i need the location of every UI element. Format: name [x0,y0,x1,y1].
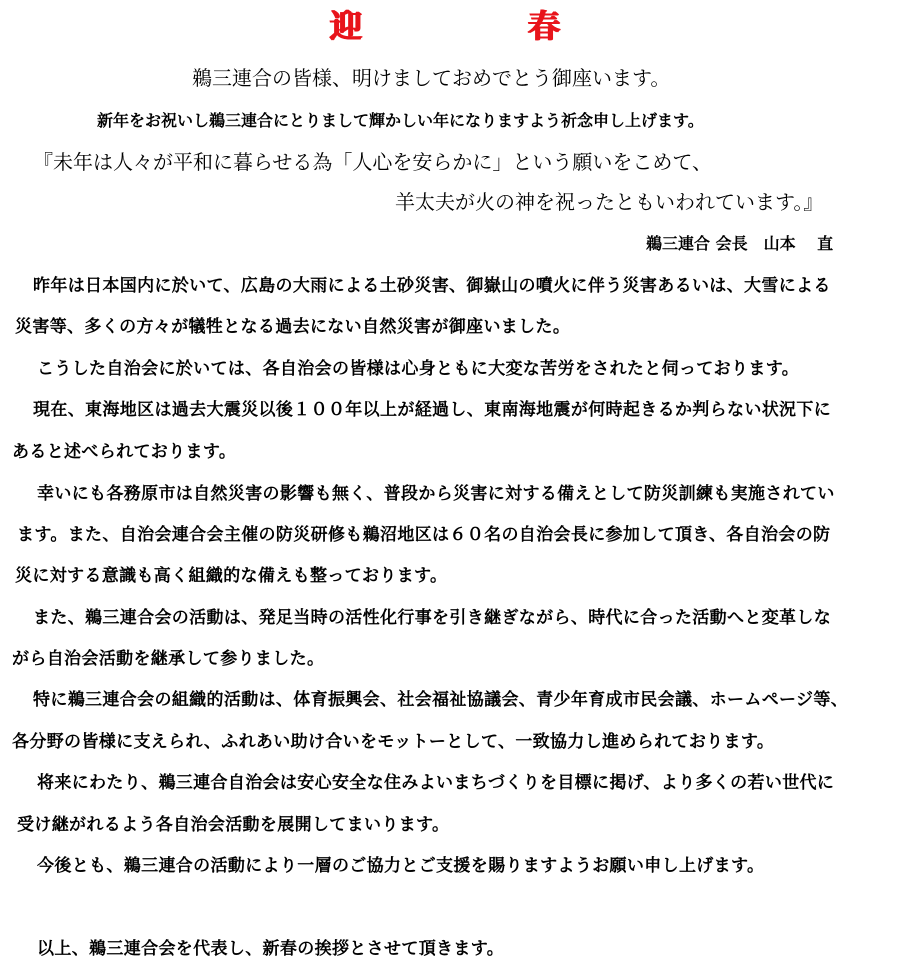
body-line: 災に対する意識も高く組織的な備えも整っております。 [15,566,448,586]
quote-line-2: 羊太夫が火の神を祝ったともいわれています。』 [395,190,824,214]
title-char-2: 春 [528,7,561,45]
signature: 鵜三連合 会長 山本 直 [646,234,834,253]
body-line: 災害等、多くの方々が犠牲となる過去にない自然災害が御座いました。 [15,317,571,337]
body-line: 各分野の皆様に支えられ、ふれあい助け合いをモットーとして、一致協力し進められております。 [12,732,775,752]
body-line: 特に鵜三連合会の組織的活動は、体育振興会、社会福祉協議会、青少年育成市民会議、ホームページ等、 [33,690,849,710]
body-line: また、鵜三連合会の活動は、発足当時の活性化行事を引き継ぎながら、時代に合った活動へと変革しな [33,608,832,628]
body-line: 昨年は日本国内に於いて、広島の大雨による土砂災害、御嶽山の噴火に伴う災害あるいは、大雪による [33,276,831,296]
body-line: ます。また、自治会連合会主催の防災研修も鵜沼地区は６０名の自治会長に参加して頂き、各自治会の防 [17,525,831,545]
wish-line: 新年をお祝いし鵜三連合にとりまして輝かしい年になりますよう祈念申し上げます。 [97,111,704,130]
body-line: 現在、東海地区は過去大震災以後１００年以上が経過し、東南海地震が何時起きるか判らない状況下に [33,400,832,420]
title-char-1: 迎 [330,7,363,45]
greeting-line: 鵜三連合の皆様、明けましておめでとう御座います。 [192,66,671,90]
body-line: 幸いにも各務原市は自然災害の影響も無く、普段から災害に対する備えとして防災訓練も実施されてい [37,484,835,504]
body-line: 以上、鵜三連合会を代表し、新春の挨拶とさせて頂きます。 [37,939,505,959]
quote-line-1: 『未年は人々が平和に暮らせる為「人心を安らかに」という願いをこめて、 [33,150,712,174]
body-line: 受け継がれるよう各自治会活動を展開してまいります。 [17,815,450,835]
body-line: 将来にわたり、鵜三連合自治会は安心安全な住みよいまちづくりを目標に掲げ、より多くの若い世代に [37,773,835,793]
body-line: こうした自治会に於いては、各自治会の皆様は心身ともに大変な苦労をされたと伺っております。 [37,359,800,379]
body-line: あると述べられております。 [12,442,237,462]
body-line: 今後とも、鵜三連合の活動により一層のご協力とご支援を賜りますようお願い申し上げます。 [37,856,765,876]
body-line: がら自治会活動を継承して参りました。 [12,649,325,669]
